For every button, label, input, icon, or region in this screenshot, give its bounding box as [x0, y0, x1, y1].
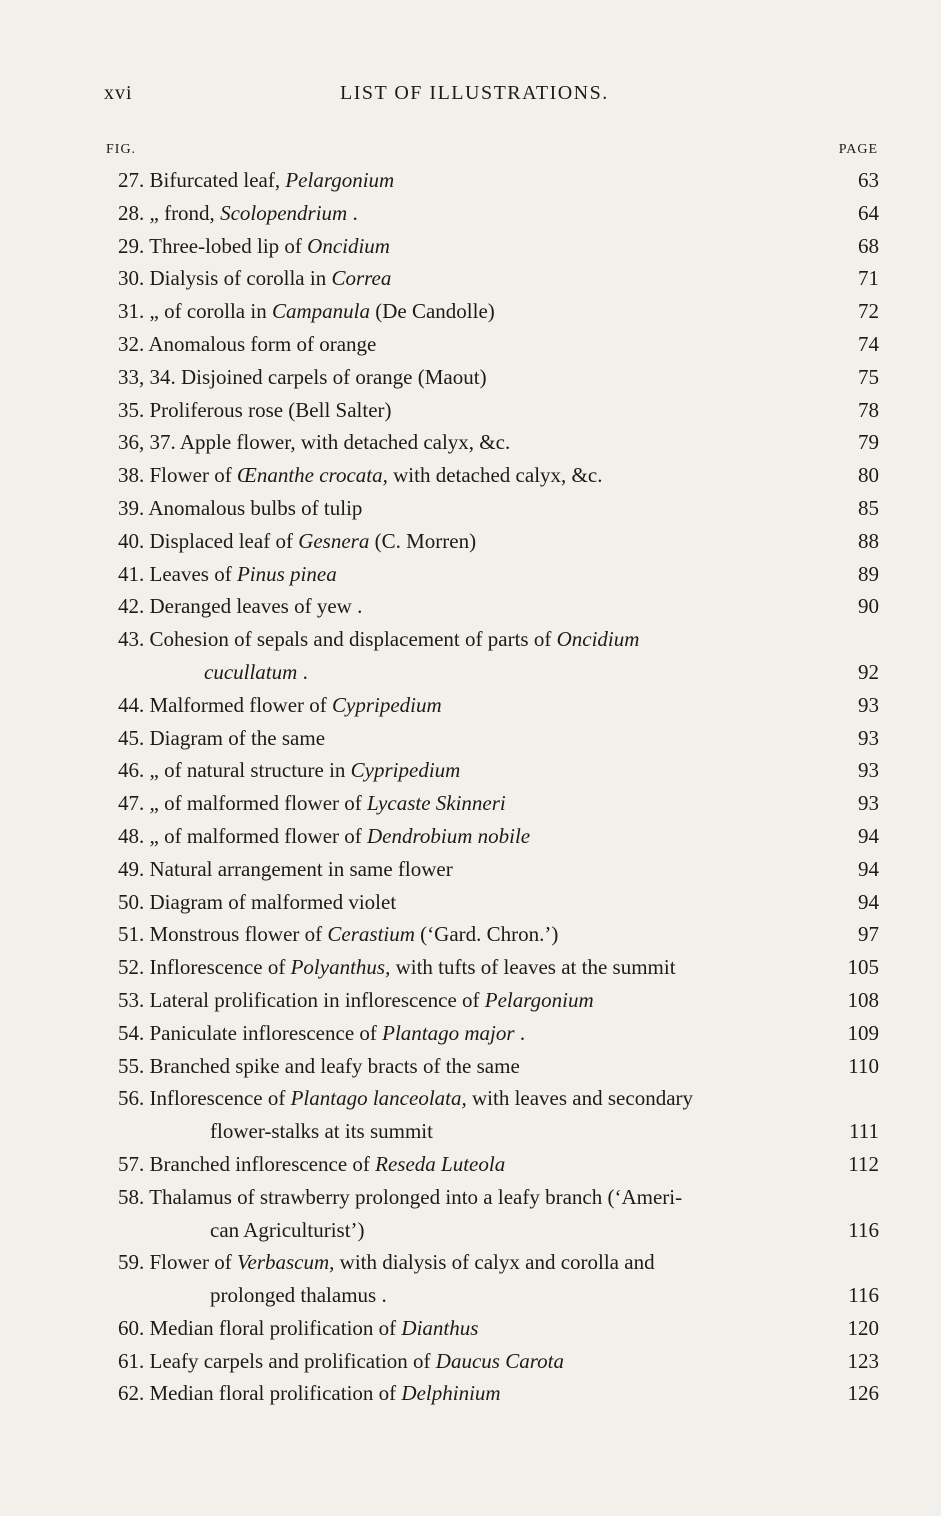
entry-caption: Malformed flower of: [149, 692, 333, 717]
entry-text: [118, 1377, 501, 1410]
entry-italic-name: Gesnera: [298, 528, 370, 553]
page-ref: 93: [858, 791, 879, 816]
fig-number: 40.: [118, 528, 150, 553]
entry-italic-name: Œnanthe crocata,: [237, 463, 388, 488]
entry-text: [118, 558, 337, 591]
entry-text: [118, 787, 506, 820]
entry-italic-name: Oncidium: [556, 627, 640, 652]
entry-caption-tail: with tufts of leaves at the summit: [390, 955, 676, 980]
entry-caption: can Agriculturist’): [210, 1217, 365, 1242]
page-ref: 74: [858, 331, 879, 356]
fig-number: 58.: [118, 1184, 150, 1209]
entry-caption-tail: with dialysis of calyx and corolla and: [334, 1250, 655, 1275]
list-item: [0, 1181, 941, 1214]
page-ref: 94: [858, 856, 879, 881]
entry-text: [118, 918, 558, 951]
list-item: [0, 1017, 941, 1050]
entry-italic-name: Polyanthus,: [290, 955, 391, 980]
entry-text: [118, 1017, 525, 1050]
fig-number: 54.: [118, 1020, 150, 1045]
entry-caption: Three-lobed lip of: [149, 233, 308, 258]
page-ref: 90: [858, 594, 879, 619]
entry-caption: Paniculate inflorescence of: [149, 1020, 383, 1045]
entry-text: [118, 623, 639, 656]
entry-caption: Anomalous form of orange: [148, 331, 377, 356]
fig-number: 36, 37.: [118, 430, 180, 455]
entry-caption-tail: .: [297, 659, 308, 684]
fig-number: 46.: [118, 758, 150, 783]
entry-italic-name: Campanula: [271, 299, 370, 324]
entry-caption-tail: .: [514, 1020, 526, 1045]
entry-text: [118, 820, 530, 853]
entry-caption: Leaves of: [149, 561, 237, 586]
page-ref: 105: [847, 955, 879, 980]
list-item: [0, 656, 941, 689]
entry-text: [118, 164, 394, 197]
entry-italic-name: Reseda Luteola: [375, 1151, 506, 1176]
entry-caption: Inflorescence of: [149, 955, 291, 980]
list-item: [0, 689, 941, 722]
entry-caption: Disjoined carpels of orange (Maout): [181, 364, 487, 389]
entry-caption: „ of natural structure in: [149, 758, 351, 783]
list-item: [0, 590, 941, 623]
entry-caption: „ of malformed flower of: [149, 823, 367, 848]
list-item: [0, 558, 941, 591]
entry-text: [118, 394, 392, 427]
entry-caption: Natural arrangement in same flower: [149, 856, 453, 881]
list-item: [0, 1082, 941, 1115]
fig-number: 51.: [118, 922, 150, 947]
page-ref: 71: [858, 266, 879, 291]
list-item: [0, 1279, 941, 1312]
entry-caption: Lateral prolification in inflorescence of: [149, 987, 485, 1012]
list-item: [0, 1312, 941, 1345]
fig-number: 32.: [118, 331, 149, 356]
fig-number: 48.: [118, 823, 150, 848]
page-ref: 109: [847, 1020, 879, 1045]
list-item: [0, 787, 941, 820]
list-item: [0, 1050, 941, 1083]
page-ref: 93: [858, 692, 879, 717]
fig-number: 41.: [118, 561, 150, 586]
entry-text: [118, 951, 676, 984]
entry-text: [118, 1082, 693, 1115]
entry-text: [118, 886, 396, 919]
page-ref: 72: [858, 299, 879, 324]
page-ref: 111: [849, 1119, 879, 1144]
entry-italic-name: Scolopendrium: [220, 200, 348, 225]
entry-caption: Dialysis of corolla in: [149, 266, 332, 291]
list-item: [0, 1345, 941, 1378]
list-item: [0, 984, 941, 1017]
list-item: [0, 361, 941, 394]
entry-text: [118, 853, 453, 886]
fig-number: 62.: [118, 1381, 150, 1406]
illustration-list: [0, 164, 941, 1410]
fig-number: 59.: [118, 1250, 150, 1275]
page-title: LIST OF ILLUSTRATIONS.: [340, 82, 609, 104]
page-ref: 64: [858, 200, 879, 225]
entry-caption: Leafy carpels and prolification of: [149, 1348, 436, 1373]
entry-caption: Apple flower, with detached calyx, &c.: [179, 430, 511, 455]
entry-italic-name: Cypripedium: [350, 758, 461, 783]
list-item: [0, 459, 941, 492]
entry-text: [118, 525, 476, 558]
entry-text: [118, 361, 487, 394]
entry-text: [118, 689, 442, 722]
entry-caption: Branched inflorescence of: [149, 1151, 376, 1176]
list-item: [0, 197, 941, 230]
page-ref: 93: [858, 758, 879, 783]
fig-number: 38.: [118, 463, 150, 488]
entry-caption-tail: with leaves and secondary: [466, 1086, 694, 1111]
fig-number: 52.: [118, 955, 150, 980]
list-item: [0, 853, 941, 886]
entry-text: [118, 492, 362, 525]
list-item: [0, 328, 941, 361]
entry-caption: Displaced leaf of: [149, 528, 299, 553]
entry-caption-tail: (De Candolle): [369, 299, 495, 324]
entry-caption-tail: .: [347, 200, 358, 225]
entry-text: [118, 328, 376, 361]
entry-italic-name: Pelargonium: [484, 987, 594, 1012]
page-column-label: PAGE: [838, 142, 878, 157]
fig-number: 33, 34.: [118, 364, 181, 389]
page-ref: 110: [848, 1053, 879, 1078]
entry-caption: „ of malformed flower of: [149, 791, 367, 816]
fig-number: 53.: [118, 987, 150, 1012]
entry-caption: „ of corolla in: [149, 299, 272, 324]
entry-text: [118, 590, 362, 623]
entry-caption: Proliferous rose (Bell Salter): [149, 397, 392, 422]
page-ref: 116: [848, 1283, 879, 1308]
page-ref: 97: [858, 922, 879, 947]
page-ref: 88: [858, 528, 879, 553]
entry-italic-name: cucullatum: [204, 659, 298, 684]
page-ref: 120: [847, 1315, 879, 1340]
entry-text: [118, 426, 510, 459]
entry-italic-name: Pinus pinea: [236, 561, 337, 586]
list-item: [0, 951, 941, 984]
list-item: [0, 426, 941, 459]
fig-number: 29.: [118, 233, 150, 258]
fig-number: 56.: [118, 1086, 150, 1111]
page-ref: 116: [848, 1217, 879, 1242]
list-item: [0, 1148, 941, 1181]
entry-caption: Diagram of the same: [149, 725, 326, 750]
fig-number: 31.: [118, 299, 150, 324]
entry-italic-name: Plantago lanceolata,: [290, 1086, 467, 1111]
page-ref: 126: [847, 1381, 879, 1406]
fig-number: 28.: [118, 200, 150, 225]
page-ref: 92: [858, 659, 879, 684]
fig-number: 55.: [118, 1053, 150, 1078]
page-ref: 89: [858, 561, 879, 586]
entry-text: [118, 262, 391, 295]
entry-caption-tail: (‘Gard. Chron.’): [414, 922, 559, 947]
entry-text: [118, 197, 358, 230]
entry-italic-name: Oncidium: [307, 233, 390, 258]
fig-column-label: FIG.: [106, 142, 137, 157]
entry-text: [118, 754, 460, 787]
entry-caption: Inflorescence of: [149, 1086, 291, 1111]
entry-caption-tail: (C. Morren): [369, 528, 477, 553]
list-item: [0, 886, 941, 919]
entry-caption-tail: with detached calyx, &c.: [387, 463, 603, 488]
entry-text: [210, 1279, 387, 1312]
entry-text: [118, 722, 325, 755]
fig-number: 42.: [118, 594, 150, 619]
list-item: [0, 492, 941, 525]
fig-number: 43.: [118, 627, 150, 652]
page-ref: 112: [848, 1151, 879, 1176]
entry-text: [118, 1050, 520, 1083]
entry-text: [210, 1214, 365, 1247]
entry-caption: Flower of: [149, 1250, 237, 1275]
entry-italic-name: Dianthus: [401, 1315, 479, 1340]
page-ref: 79: [858, 430, 879, 455]
page-ref: 123: [847, 1348, 879, 1373]
list-item: [0, 230, 941, 263]
entry-caption: Deranged leaves of yew .: [149, 594, 363, 619]
entry-caption: „ frond,: [149, 200, 221, 225]
entry-text: [118, 295, 495, 328]
fig-number: 57.: [118, 1151, 150, 1176]
entry-italic-name: Dendrobium nobile: [367, 823, 531, 848]
entry-caption: Flower of: [149, 463, 237, 488]
entry-caption: Diagram of malformed violet: [149, 889, 397, 914]
page-ref: 94: [858, 889, 879, 914]
page-number: xvi: [104, 82, 133, 104]
entry-text: [118, 1312, 478, 1345]
list-item: [0, 1214, 941, 1247]
list-item: [0, 164, 941, 197]
list-item: [0, 295, 941, 328]
fig-number: 30.: [118, 266, 150, 291]
page-ref: 75: [858, 364, 879, 389]
list-item: [0, 525, 941, 558]
entry-text: [118, 1345, 564, 1378]
fig-number: 49.: [118, 856, 150, 881]
entry-text: [118, 984, 594, 1017]
entry-italic-name: Cerastium: [327, 922, 415, 947]
fig-number: 39.: [118, 495, 149, 520]
page-ref: 94: [858, 823, 879, 848]
page-ref: 80: [858, 463, 879, 488]
entry-caption: Median floral prolification of: [149, 1315, 402, 1340]
entry-text: [118, 459, 602, 492]
running-header: [104, 82, 864, 112]
list-item: [0, 918, 941, 951]
entry-caption: Thalamus of strawberry prolonged into a leafy branch (‘Ameri-: [149, 1184, 683, 1209]
entry-caption: Bifurcated leaf,: [149, 168, 286, 192]
fig-number: 61.: [118, 1348, 150, 1373]
page-ref: 78: [858, 397, 879, 422]
page-ref: 108: [847, 987, 879, 1012]
entry-text: [118, 1246, 655, 1279]
fig-number: 44.: [118, 692, 150, 717]
page-ref: 68: [858, 233, 879, 258]
entry-caption: Anomalous bulbs of tulip: [148, 495, 363, 520]
fig-number: 45.: [118, 725, 150, 750]
list-item: [0, 1246, 941, 1279]
entry-text: [118, 230, 390, 263]
list-item: [0, 820, 941, 853]
page-ref: 85: [858, 495, 879, 520]
page-ref: 63: [858, 168, 879, 192]
entry-text: [118, 1181, 682, 1214]
entry-italic-name: Correa: [331, 266, 392, 291]
page-ref: 93: [858, 725, 879, 750]
list-item: [0, 754, 941, 787]
list-item: [0, 722, 941, 755]
entry-italic-name: Verbascum,: [237, 1250, 335, 1275]
entry-text: [118, 1148, 505, 1181]
fig-number: 50.: [118, 889, 150, 914]
entry-caption: prolonged thalamus .: [210, 1283, 387, 1308]
entry-italic-name: Delphinium: [401, 1381, 501, 1406]
entry-caption: Branched spike and leafy bracts of the same: [149, 1053, 520, 1078]
entry-caption: flower-stalks at its summit: [210, 1119, 433, 1144]
entry-italic-name: Lycaste Skinneri: [367, 791, 506, 816]
fig-number: 47.: [118, 791, 150, 816]
entry-text: [204, 656, 308, 689]
entry-text: [210, 1115, 433, 1148]
list-item: [0, 1377, 941, 1410]
entry-caption: Monstrous flower of: [149, 922, 328, 947]
entry-italic-name: Cypripedium: [332, 692, 442, 717]
entry-caption: Cohesion of sepals and displacement of parts of: [149, 627, 557, 652]
list-item: [0, 1115, 941, 1148]
list-item: [0, 394, 941, 427]
entry-italic-name: Daucus Carota: [435, 1348, 564, 1373]
fig-number: 35.: [118, 397, 150, 422]
fig-number: 60.: [118, 1315, 150, 1340]
entry-italic-name: Plantago major: [382, 1020, 515, 1045]
entry-caption: Median floral prolification of: [149, 1381, 402, 1406]
list-item: [0, 262, 941, 295]
entry-italic-name: Pelargonium: [285, 168, 395, 192]
fig-number: 27.: [118, 168, 150, 192]
list-item: [0, 623, 941, 656]
